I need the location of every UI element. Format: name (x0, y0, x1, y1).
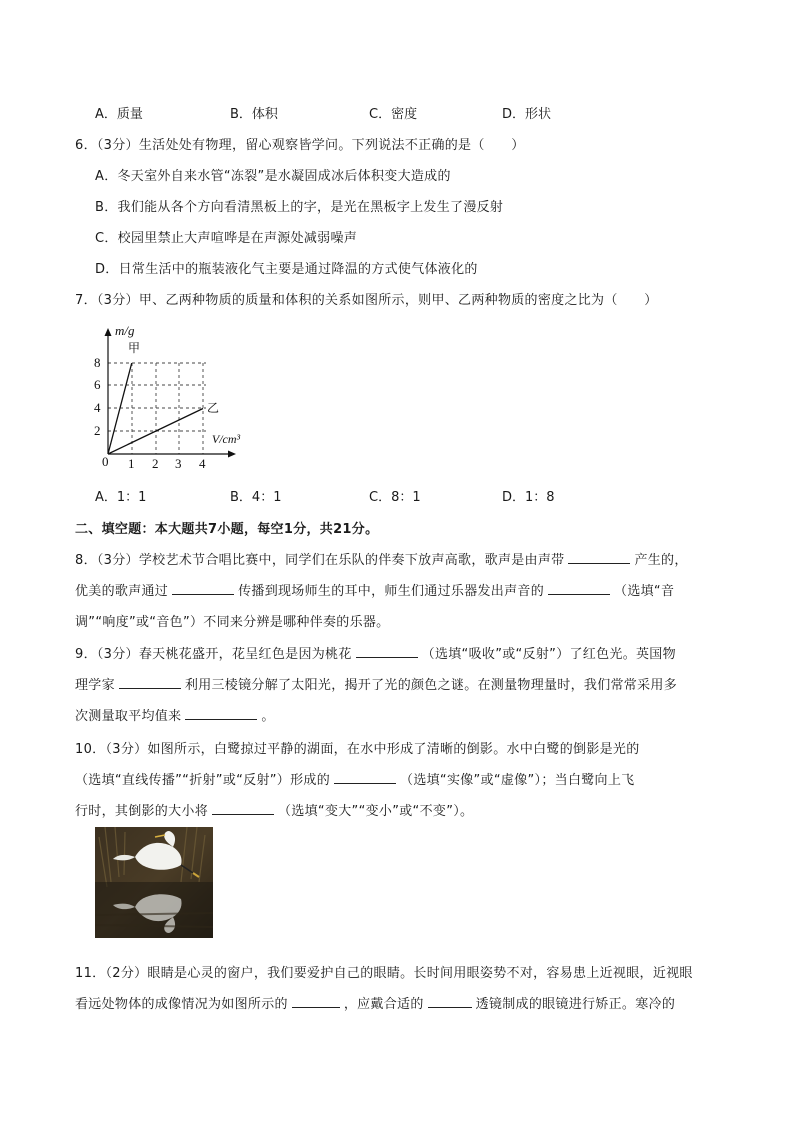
graph-grid (108, 363, 206, 454)
q9-text-1a: 9．（3分）春天桃花盛开，花呈红色是因为桃花 (75, 647, 352, 662)
y-tick-4: 4 (94, 400, 101, 415)
origin-label: 0 (102, 454, 109, 469)
q7-stem: 7．（3分）甲、乙两种物质的质量和体积的关系如图所示，则甲、乙两种物质的密度之比为（ ） (75, 293, 658, 308)
q10-line-1: 10．（3分）如图所示，白鹭掠过平静的湖面，在水中形成了清晰的倒影。水中白鹭的倒影是光的 (75, 742, 640, 757)
y-tick-8: 8 (94, 355, 101, 370)
y-axis-arrow (105, 328, 112, 336)
q8-blank-1[interactable] (568, 549, 630, 564)
q9-blank-2[interactable] (119, 674, 181, 689)
q7-option-d: D．1：8 (502, 490, 555, 505)
q11-text-2a: 看远处物体的成像情况为如图所示的 (75, 997, 288, 1012)
q10-line-3 (75, 800, 473, 819)
line-jia (108, 363, 132, 454)
q10-blank-2[interactable] (334, 769, 396, 784)
q11-text-2b: ，应戴合适的 (343, 997, 424, 1012)
y-tick-2: 2 (94, 423, 101, 438)
y-tick-6: 6 (94, 377, 101, 392)
x-tick-1: 1 (128, 456, 135, 471)
x-axis-label: V/cm³ (211, 432, 241, 446)
q8-text-2c: （选填“音 (614, 584, 675, 599)
q10-text-3a: 行时，其倒影的大小将 (75, 804, 209, 819)
label-jia: 甲 (128, 341, 141, 355)
x-tick-2: 2 (152, 456, 159, 471)
q5-option-a: A．质量 (95, 107, 143, 122)
q7-option-c: C．8：1 (369, 490, 421, 505)
q8-line-2 (75, 580, 674, 599)
q11-line-1: 11．（2分）眼睛是心灵的窗户，我们要爱护自己的眼睛。长时间用眼姿势不对，容易患上近视眼，近视眼 (75, 966, 693, 981)
x-axis-arrow (228, 451, 236, 458)
q5-option-d: D．形状 (502, 107, 552, 122)
q6-option-b: B．我们能从各个方向看清黑板上的字，是光在黑板字上发生了漫反射 (95, 200, 504, 215)
q8-blank-3[interactable] (548, 580, 610, 595)
q8-line-1 (75, 549, 688, 568)
q11-line-2 (75, 993, 675, 1012)
label-yi: 乙 (207, 401, 220, 415)
q8-text-1b: 产生的， (634, 553, 688, 568)
q8-text-2b: 传播到现场师生的耳中，师生们通过乐器发出声音的 (238, 584, 545, 599)
q6-option-a: A．冬天室外自来水管“冻裂”是水凝固成冰后体积变大造成的 (95, 169, 451, 184)
q7-option-a: A．1：1 (95, 490, 147, 505)
q11-blank-1[interactable] (292, 993, 340, 1008)
q10-text-2b: （选填“实像”或“虚像”）；当白鹭向上飞 (400, 773, 635, 788)
q11-blank-2[interactable] (428, 993, 472, 1008)
x-tick-3: 3 (175, 456, 182, 471)
q8-line-3: 调”“响度”或“音色”）不同来分辨是哪种伴奏的乐器。 (75, 615, 390, 630)
q9-text-3a: 次测量取平均值来 (75, 709, 182, 724)
q9-line-2 (75, 674, 677, 693)
q9-text-3b: 。 (261, 709, 275, 724)
q9-line-3 (75, 705, 275, 724)
q9-line-1 (75, 643, 676, 662)
q9-blank-3[interactable] (185, 705, 257, 720)
y-axis-label: m/g (115, 323, 135, 338)
q7-option-b: B．4：1 (230, 490, 282, 505)
q6-option-d: D．日常生活中的瓶装液化气主要是通过降温的方式使气体液化的 (95, 262, 478, 277)
q10-line-2 (75, 769, 634, 788)
q10-blank-3[interactable] (212, 800, 274, 815)
mass-volume-graph (88, 322, 248, 472)
q8-text-1a: 8．（3分）学校艺术节合唱比赛中，同学们在乐队的伴奏下放声高歌，歌声是由声带 (75, 553, 565, 568)
q9-text-2a: 理学家 (75, 678, 115, 693)
q8-text-2a: 优美的歌声通过 (75, 584, 169, 599)
egret-reflection-photo (95, 827, 213, 938)
q11-text-2c: 透镜制成的眼镜进行矫正。寒冷的 (475, 997, 676, 1012)
q6-stem: 6．（3分）生活处处有物理，留心观察皆学问。下列说法不正确的是（ ） (75, 138, 525, 153)
q5-option-b: B．体积 (230, 107, 278, 122)
q9-blank-1[interactable] (356, 643, 418, 658)
q5-option-c: C．密度 (369, 107, 418, 122)
q10-text-3b: （选填“变大”“变小”或“不变”）。 (278, 804, 474, 819)
x-tick-4: 4 (199, 456, 206, 471)
q6-option-c: C．校园里禁止大声喧哗是在声源处减弱噪声 (95, 231, 358, 246)
q10-text-2a: （选填“直线传播”“折射”或“反射”）形成的 (75, 773, 331, 788)
section-heading: 二、填空题：本大题共7小题，每空1分，共21分。 (75, 522, 379, 537)
q8-blank-2[interactable] (172, 580, 234, 595)
q9-text-2b: 利用三棱镜分解了太阳光，揭开了光的颜色之谜。在测量物理量时，我们常常采用多 (184, 678, 678, 693)
q9-text-1b: （选填“吸收”或“反射”）了红色光。英国物 (421, 647, 676, 662)
